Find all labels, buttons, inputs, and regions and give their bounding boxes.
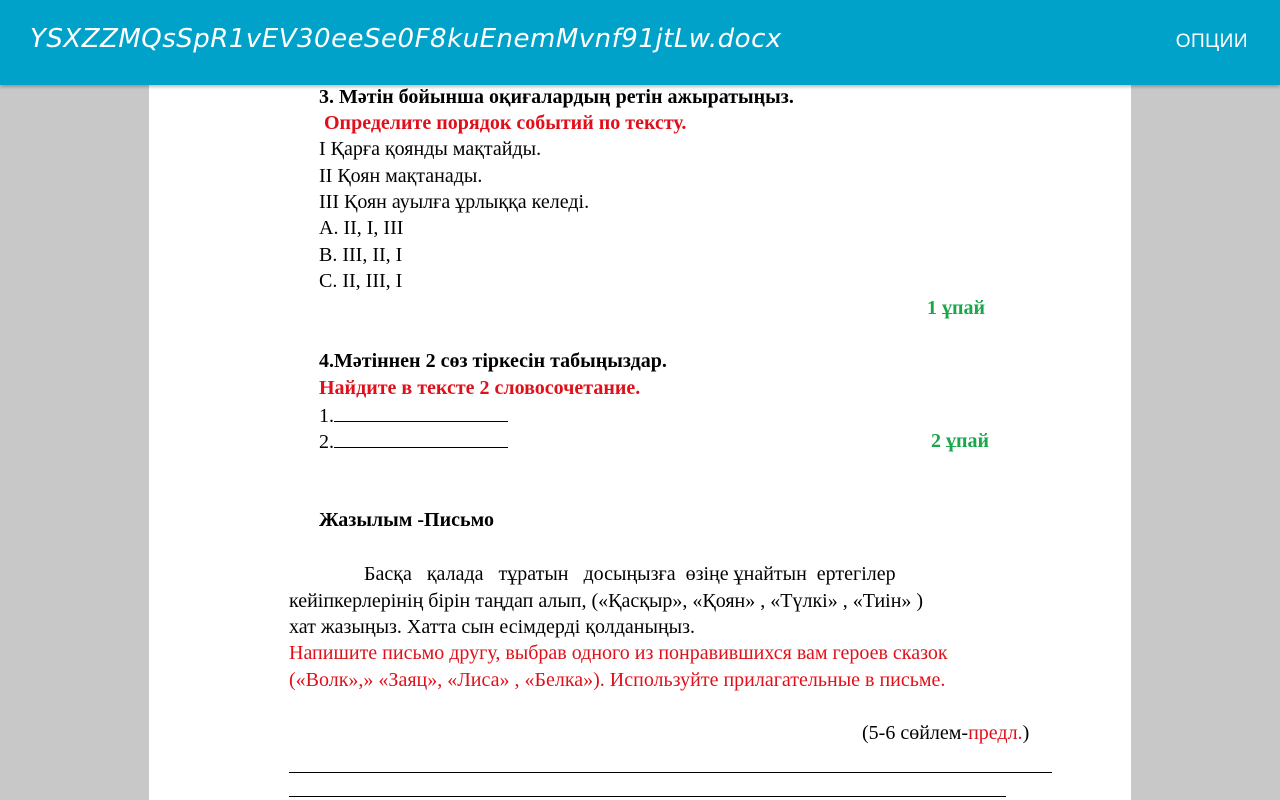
options-button[interactable]: ОПЦИИ <box>1175 31 1248 52</box>
q4-title-kz: 4.Мәтіннен 2 сөз тіркесін табыңыздар. <box>319 350 667 372</box>
q4-points: 2 ұпай <box>931 430 990 452</box>
q3-event-1: I Қарға қоянды мақтайды. <box>319 138 542 160</box>
q3-option-c: C. II, III, I <box>319 270 403 292</box>
document-page[interactable] <box>149 85 1131 800</box>
q4-blank-1-number: 1. <box>319 405 334 427</box>
q3-title-kz: 3. Мәтін бойынша оқиғалардың ретін ажыратыңыз. <box>319 86 794 108</box>
q4-blank-1[interactable] <box>334 403 508 422</box>
q4-answer-line-1 <box>319 403 508 428</box>
q3-event-2: II Қоян мақтанады. <box>319 165 483 187</box>
writing-ru-line-1: Напишите письмо другу, выбрав одного из понравившихся вам героев сказок <box>289 642 948 664</box>
sentence-count-ru: предл. <box>968 722 1023 744</box>
q3-title-ru: Определите порядок событий по тексту. <box>324 112 687 134</box>
q4-title-ru: Найдите в тексте 2 словосочетание. <box>319 377 641 399</box>
q3-option-a: A. II, I, III <box>319 217 404 239</box>
q4-answer-line-2 <box>319 429 508 454</box>
top-app-bar <box>0 0 1280 85</box>
sentence-count-suffix: ) <box>1022 722 1030 744</box>
q3-points: 1 ұпай <box>927 297 986 319</box>
writing-kz-line-1: Басқа қалада тұратын досыңызға өзіңе ұнайтын ертегілер <box>364 563 896 585</box>
document-title: YSXZZMQsSpR1vEV30eeSe0F8kuEnemMvnf91jtLw.docx <box>30 24 782 54</box>
writing-heading: Жазылым -Письмо <box>319 509 494 531</box>
writing-kz-line-3: хат жазыңыз. Хатта сын есімдерді қолданыңыз. <box>289 616 695 638</box>
q4-blank-2-number: 2. <box>319 431 334 453</box>
writing-kz-line-2: кейіпкерлерінің бірін таңдап алып, («Қасқыр», «Қоян» , «Түлкі» , «Тиін» ) <box>289 590 924 612</box>
sentence-count-prefix: (5-6 сөйлем- <box>862 722 969 744</box>
sentence-count-note <box>862 721 1029 745</box>
q4-blank-2[interactable] <box>334 429 508 448</box>
q3-event-3: III Қоян ауылға ұрлыққа келеді. <box>319 191 590 213</box>
writing-ru-line-2: («Волк»,» «Заяц», «Лиса» , «Белка»). Используйте прилагательные в письме. <box>289 669 946 691</box>
q3-option-b: B. III, II, I <box>319 244 403 266</box>
writing-answer-line-2[interactable] <box>289 796 1006 797</box>
writing-answer-line-1[interactable] <box>289 772 1052 773</box>
